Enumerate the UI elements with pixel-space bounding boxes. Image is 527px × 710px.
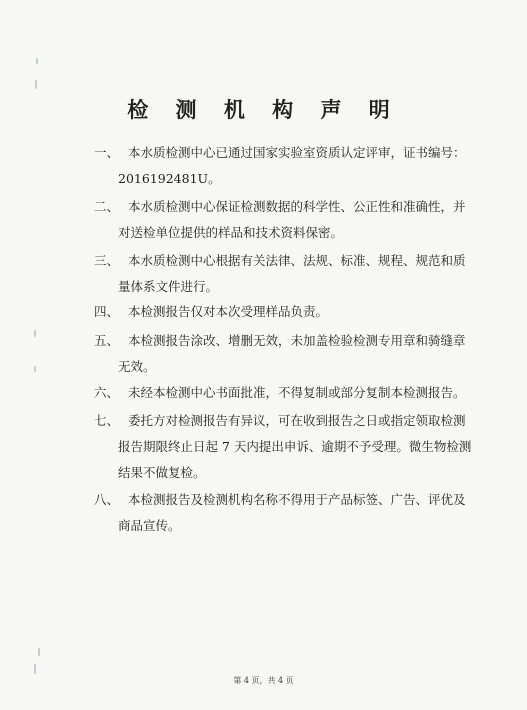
item-number: 七、 — [94, 413, 120, 428]
statement-item-1 — [94, 140, 466, 192]
item-line: 未经本检测中心书面批准，不得复制或部分复制本检测报告。 — [128, 385, 466, 400]
scan-mark — [34, 366, 36, 372]
scan-mark — [36, 58, 38, 64]
statement-item-3 — [94, 248, 466, 300]
item-line: 本水质检测中心根据有关法律、法规、标准、规程、规范和质 — [128, 253, 466, 268]
item-line: 本水质检测中心保证检测数据的科学性、公正性和准确性，并 — [128, 199, 466, 214]
item-line: 2016192481U。 — [118, 171, 221, 186]
item-number: 五、 — [94, 333, 120, 348]
page-number-footer: 第 4 页，共 4 页 — [233, 676, 294, 685]
item-number: 四、 — [94, 304, 120, 319]
item-line: 本检测报告仅对本次受理样品负责。 — [128, 304, 329, 319]
item-line: 本水质检测中心已通过国家实验室资质认定评审，证书编号： — [128, 145, 466, 160]
item-line: 本检测报告及检测机构名称不得用于产品标签、广告、评优及 — [128, 492, 466, 507]
item-line: 对送检单位提供的样品和技术资料保密。 — [118, 225, 344, 240]
statement-item-2 — [94, 194, 466, 246]
item-number: 一、 — [94, 145, 120, 160]
page-title: 检 测 机 构 声 明 — [127, 97, 400, 122]
scan-mark — [34, 330, 36, 337]
item-number: 六、 — [94, 385, 120, 400]
item-line: 量体系文件进行。 — [118, 279, 219, 294]
statement-item-8 — [94, 487, 466, 539]
item-line: 无效。 — [118, 359, 156, 374]
item-line: 本检测报告涂改、增删无效，未加盖检验检测专用章和骑缝章 — [128, 333, 466, 348]
item-line: 委托方对检测报告有异议，可在收到报告之日或指定领取检测 — [128, 413, 466, 428]
item-number: 二、 — [94, 199, 120, 214]
item-number: 八、 — [94, 492, 120, 507]
item-line: 结果不做复检。 — [118, 465, 206, 480]
item-number: 三、 — [94, 253, 120, 268]
scan-mark — [34, 664, 36, 674]
statement-item-4 — [94, 299, 466, 325]
scan-mark — [38, 648, 40, 656]
statement-item-5 — [94, 328, 466, 380]
item-line: 报告期限终止日起 7 天内提出申诉、逾期不予受理。微生物检测 — [118, 439, 472, 454]
statement-item-6 — [94, 380, 466, 406]
item-line: 商品宣传。 — [118, 518, 181, 533]
scan-mark — [35, 80, 37, 89]
statement-item-7 — [94, 408, 472, 486]
